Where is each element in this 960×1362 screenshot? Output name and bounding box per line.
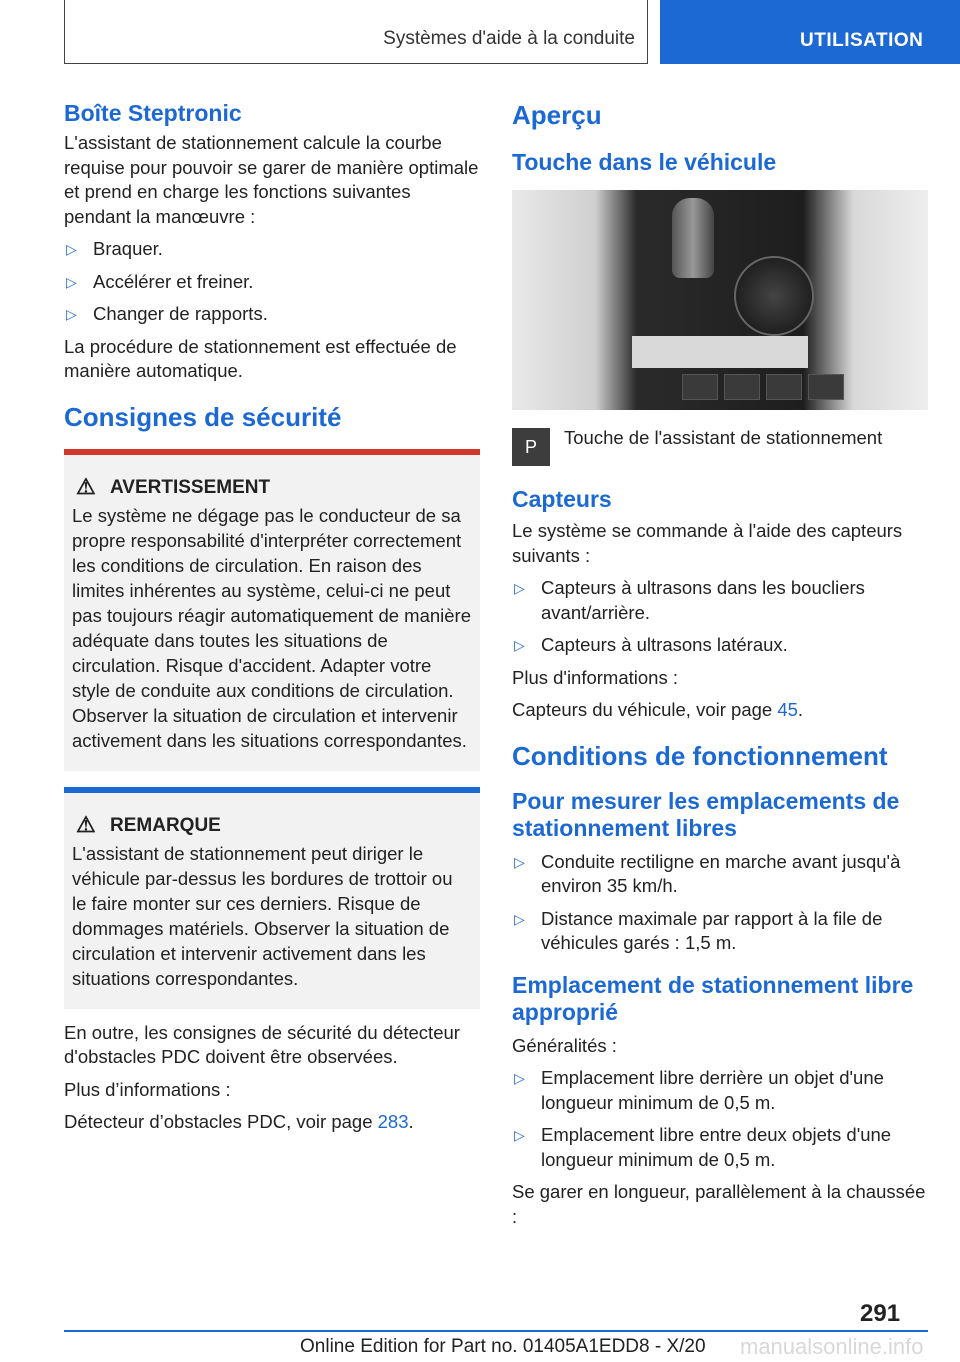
- warning-title: ⚠ AVERTISSEMENT: [76, 473, 271, 499]
- page-link[interactable]: 45: [777, 699, 798, 720]
- center-console-photo: [512, 190, 928, 410]
- page-number: 291: [860, 1300, 901, 1327]
- bullet-triangle-icon: ▷: [66, 306, 77, 322]
- boite-after: La procédure de stationnement est effectuée de manière automatique.: [64, 335, 457, 381]
- footer-edition: Online Edition for Part no. 01405A1EDD8 - X/20: [300, 1336, 706, 1357]
- bullet-triangle-icon: ▷: [514, 637, 525, 653]
- bullet-triangle-icon: ▷: [514, 1070, 525, 1086]
- safety-heading: Consignes de sécurité: [64, 401, 342, 432]
- capteurs-heading: Capteurs: [512, 486, 612, 512]
- list-item: ▷ Emplacement libre entre deux objets d'une longueur minimum de 0,5 m.: [514, 1124, 892, 1170]
- emplacement-heading: Emplacement de stationnement libre approprié: [512, 971, 914, 1025]
- capteurs-ref: Capteurs du véhicule, voir page 45.: [512, 699, 804, 720]
- after-text-3: Détecteur d’obstacles PDC, voir page 283.: [64, 1111, 414, 1132]
- list-item: ▷ Braquer.: [64, 237, 480, 262]
- bullet-triangle-icon: ▷: [66, 241, 77, 257]
- list-item: ▷ Changer de rapports.: [64, 302, 480, 327]
- parking-assistant-button-icon: P: [512, 428, 550, 466]
- capteurs-more: Plus d'informations :: [512, 666, 678, 688]
- notice-box: [64, 787, 480, 1009]
- apercu-heading: Aperçu: [512, 100, 602, 130]
- notice-text: L'assistant de stationnement peut diriger le véhicule par-dessus les bordures de trottoir ou le faire monter sur ces derniers. Risque de dommages matériels. Observer la situation de circulation et intervenir activement dans les situations correspondantes.: [72, 842, 453, 989]
- list-item: ▷ Conduite rectiligne en marche avant jusqu'à environ 35 km/h.: [514, 850, 901, 896]
- notice-title: ⚠ REMARQUE: [76, 811, 221, 837]
- list-item: ▷ Distance maximale par rapport à la file de véhicules garés : 1,5 m.: [514, 907, 883, 953]
- bullet-triangle-icon: ▷: [514, 853, 525, 870]
- warning-box: [64, 449, 480, 771]
- boite-heading: Boîte Steptronic: [64, 100, 242, 126]
- console-button: [724, 374, 760, 400]
- header-chapter-tab: [660, 0, 960, 64]
- capteurs-text: Le système se commande à l'aide des capteurs suivants :: [512, 520, 903, 566]
- after-text-2: Plus d’informations :: [64, 1078, 231, 1100]
- bullet-triangle-icon: ▷: [66, 273, 77, 290]
- bullet-triangle-icon: ▷: [514, 580, 525, 596]
- right-column: [512, 100, 928, 1237]
- warning-text: Le système ne dégage pas le conducteur de sa propre responsabilité d'interpréter correctement les conditions de circulation. En raison des limites inhérentes au système, celui-ci ne peut pas toujours réagir automatiquement de manière adéquate dans toutes les situations de circulation. Risque d'accident. Adapter votre style de conduite aux conditions de circulation. Observer la situation de circulation et intervenir activement dans les situations correspondantes.: [72, 504, 472, 751]
- warning-triangle-icon: ⚠: [76, 811, 96, 837]
- boite-text: L'assistant de stationnement calcule la courbe requise pour pouvoir se garer de manière optimale et prend en charge les fonctions suivantes pendant la manœuvre :: [64, 132, 479, 227]
- console-button: [682, 374, 718, 400]
- console-tray: [632, 336, 808, 368]
- figure-caption: P Touche de l'assistant de stationnement: [512, 426, 928, 466]
- footer-divider: [64, 1330, 928, 1332]
- list-item: ▷ Emplacement libre derrière un objet d'une longueur minimum de 0,5 m.: [514, 1067, 884, 1113]
- page-link[interactable]: 283: [377, 1111, 409, 1132]
- list-item: ▷ Capteurs à ultrasons latéraux.: [512, 633, 928, 658]
- after-text-1: En outre, les consignes de sécurité du détecteur d'obstacles PDC doivent être observées.: [64, 1021, 460, 1067]
- header-chapter-title: UTILISATION: [800, 30, 924, 51]
- warning-triangle-icon: ⚠: [76, 473, 96, 499]
- header-section-box: [64, 0, 648, 64]
- left-column: [64, 100, 480, 1143]
- watermark: manualsonline.info: [740, 1334, 924, 1359]
- list-item: ▷ Accélérer et freiner.: [64, 270, 480, 295]
- emplacement-text: Généralités :: [512, 1034, 617, 1056]
- mesurer-heading: Pour mesurer les emplacements de stationnement libres: [512, 787, 900, 841]
- gear-selector: [672, 198, 714, 278]
- idrive-controller: [734, 256, 814, 336]
- header-section-title: Systèmes d'aide à la conduite: [383, 28, 635, 49]
- touche-heading: Touche dans le véhicule: [512, 149, 777, 175]
- bullet-triangle-icon: ▷: [514, 1127, 525, 1143]
- console-button: [766, 374, 802, 400]
- emplacement-after: Se garer en longueur, parallèlement à la chaussée :: [512, 1181, 926, 1227]
- conditions-heading: Conditions de fonctionnement: [512, 740, 888, 771]
- bullet-triangle-icon: ▷: [514, 910, 525, 927]
- list-item: ▷ Capteurs à ultrasons dans les boucliers avant/arrière.: [514, 577, 865, 623]
- console-button: [808, 374, 844, 400]
